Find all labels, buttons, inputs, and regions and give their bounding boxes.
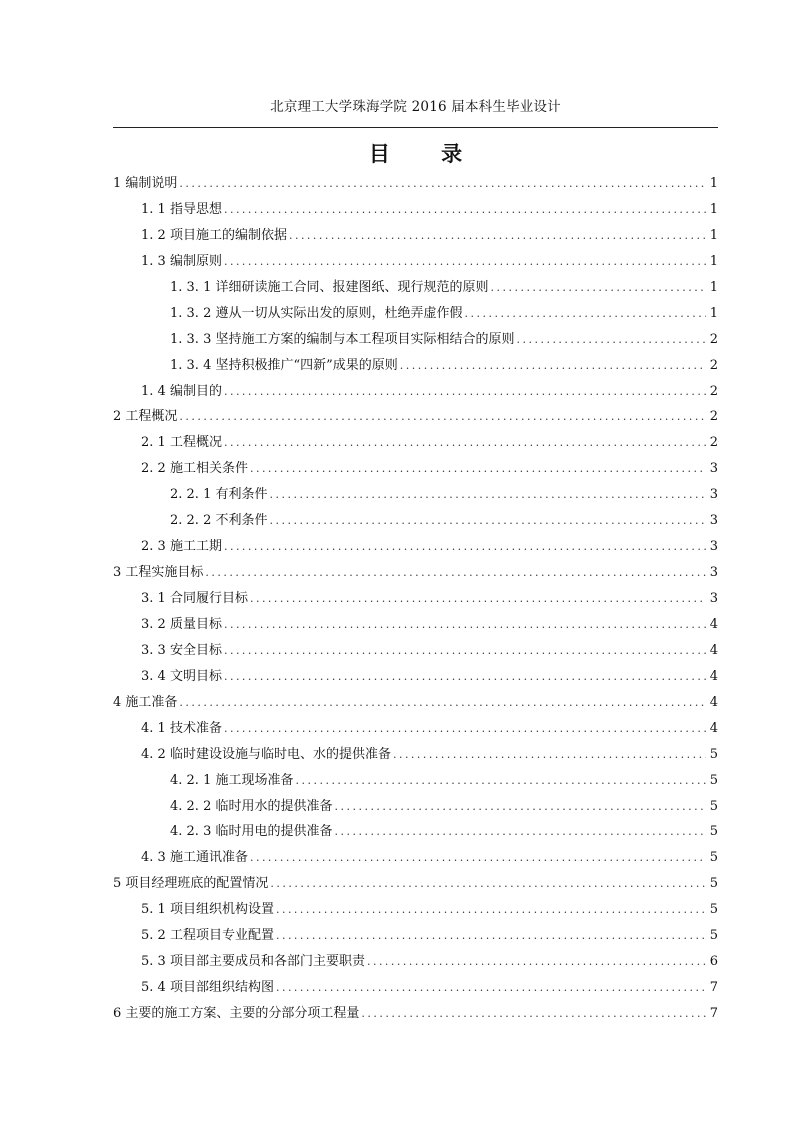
toc-entry-label: 5. 4 项目部组织结构图 (141, 980, 274, 996)
toc-entry-page-number: 3 (709, 539, 718, 555)
toc-entry[interactable] (113, 537, 718, 563)
toc-entry-label: 5 项目经理班底的配置情况 (113, 876, 269, 892)
toc-dot-leader (295, 771, 705, 791)
toc-entry[interactable] (113, 252, 718, 278)
toc-dot-leader (224, 615, 706, 635)
toc-entry-page-number: 3 (709, 461, 718, 477)
toc-entry-page-number: 6 (709, 954, 718, 970)
toc-entry[interactable] (113, 485, 718, 511)
toc-entry[interactable] (113, 304, 718, 330)
toc-entry[interactable] (113, 330, 718, 356)
toc-dot-leader (205, 563, 705, 583)
toc-entry[interactable] (113, 226, 718, 252)
toc-entry-label: 4. 3 施工通讯准备 (141, 850, 248, 866)
toc-entry-label: 4. 2. 2 临时用水的提供准备 (170, 798, 333, 814)
toc-entry[interactable] (113, 641, 718, 667)
toc-entry[interactable] (113, 278, 718, 304)
toc-entry-label: 5. 3 项目部主要成员和各部门主要职责 (141, 954, 365, 970)
toc-entry-label: 5. 1 项目组织机构设置 (141, 902, 274, 918)
toc-entry[interactable] (113, 200, 718, 226)
toc-entry[interactable] (113, 667, 718, 693)
toc-entry[interactable] (113, 978, 718, 1004)
toc-dot-leader (270, 874, 705, 894)
toc-entry[interactable] (113, 900, 718, 926)
toc-entry-page-number: 2 (709, 357, 718, 373)
toc-entry-label: 4. 2 临时建设设施与临时电、水的提供准备 (141, 746, 391, 762)
toc-entry-label: 1. 1 指导思想 (141, 201, 222, 217)
toc-entry-label: 3. 4 文明目标 (141, 668, 222, 684)
toc-entry-label: 2. 2. 2 不利条件 (170, 513, 268, 529)
toc-entry-page-number: 4 (709, 720, 718, 736)
toc-entry[interactable] (113, 771, 718, 797)
toc-title: 目 录 (368, 141, 485, 166)
toc-dot-leader (269, 511, 705, 531)
toc-entry-page-number: 4 (709, 642, 718, 658)
toc-entry-label: 6 主要的施工方案、主要的分部分项工程量 (113, 1006, 360, 1021)
toc-dot-leader (224, 252, 706, 272)
toc-entry[interactable] (113, 433, 718, 459)
toc-dot-leader (269, 485, 705, 505)
toc-entry[interactable] (113, 407, 718, 433)
toc-entry[interactable] (113, 563, 718, 589)
toc-entry-page-number: 4 (709, 694, 718, 710)
toc-dot-leader (490, 278, 705, 298)
toc-dot-leader (250, 848, 706, 868)
toc-entry-page-number: 1 (709, 253, 718, 269)
toc-entry-page-number: 2 (709, 383, 718, 399)
toc-entry-label: 1. 3 编制原则 (141, 253, 222, 269)
toc-entry-label: 4. 1 技术准备 (141, 720, 222, 736)
toc-entry-page-number: 1 (709, 305, 718, 321)
toc-entry[interactable] (113, 848, 718, 874)
toc-entry-page-number: 5 (709, 824, 718, 840)
toc-entry-label: 1. 3. 3 坚持施工方案的编制与本工程项目实际相结合的原则 (170, 331, 515, 347)
toc-entry-label: 4. 2. 3 临时用电的提供准备 (170, 824, 333, 840)
toc-dot-leader (276, 978, 706, 998)
toc-entry-page-number: 1 (709, 201, 718, 217)
toc-entry-page-number: 5 (709, 746, 718, 762)
toc-dot-leader (361, 1004, 705, 1024)
toc-entry-page-number: 7 (709, 1006, 718, 1021)
toc-entry-label: 2. 3 施工工期 (141, 539, 222, 555)
toc-entry-label: 3. 3 安全目标 (141, 642, 222, 658)
toc-entry-label: 2. 2 施工相关条件 (141, 461, 248, 477)
toc-entry-page-number: 2 (709, 409, 718, 425)
toc-entry[interactable] (113, 511, 718, 537)
toc-dot-leader (334, 822, 705, 842)
toc-entry-page-number: 5 (709, 928, 718, 944)
toc-entry-page-number: 5 (709, 798, 718, 814)
toc-list (113, 174, 718, 1030)
toc-dot-leader (224, 719, 706, 739)
toc-entry[interactable] (113, 1004, 718, 1030)
toc-dot-leader (179, 174, 705, 194)
toc-entry-page-number: 3 (709, 591, 718, 606)
toc-entry-label: 3. 1 合同履行目标 (141, 591, 248, 606)
toc-entry-page-number: 4 (709, 668, 718, 684)
toc-entry-page-number: 3 (709, 513, 718, 529)
toc-entry-page-number: 5 (709, 850, 718, 866)
toc-entry-label: 2 工程概况 (113, 409, 178, 425)
toc-dot-leader (224, 641, 706, 661)
toc-dot-leader (224, 537, 706, 557)
toc-dot-leader (224, 433, 706, 453)
toc-entry[interactable] (113, 797, 718, 823)
toc-entry-label: 1. 3. 2 遵从一切从实际出发的原则，杜绝弄虚作假 (170, 305, 463, 321)
toc-entry-page-number: 3 (709, 487, 718, 503)
toc-entry[interactable] (113, 356, 718, 382)
toc-dot-leader (276, 926, 706, 946)
toc-dot-leader (179, 693, 705, 713)
toc-entry-page-number: 4 (709, 616, 718, 632)
running-header: 北京理工大学珠海学院 2016 届本科生毕业设计 (270, 99, 561, 115)
toc-dot-leader (224, 382, 706, 402)
toc-entry-label: 1. 2 项目施工的编制依据 (141, 227, 287, 243)
toc-entry[interactable] (113, 615, 718, 641)
toc-dot-leader (289, 226, 706, 246)
toc-entry-label: 2. 2. 1 有利条件 (170, 487, 268, 503)
toc-entry-page-number: 1 (709, 176, 718, 191)
header-divider (113, 127, 718, 128)
toc-entry[interactable] (113, 926, 718, 952)
toc-dot-leader (224, 200, 706, 220)
toc-entry-label: 1. 4 编制目的 (141, 383, 222, 399)
toc-entry-page-number: 2 (709, 435, 718, 451)
toc-dot-leader (250, 459, 706, 479)
toc-entry[interactable] (113, 874, 718, 900)
toc-entry-label: 1. 3. 1 详细研读施工合同、报建图纸、现行规范的原则 (170, 279, 489, 295)
toc-entry[interactable] (113, 589, 718, 615)
toc-entry[interactable] (113, 174, 718, 200)
toc-entry-label: 1. 3. 4 坚持积极推广“四新”成果的原则 (170, 357, 398, 373)
toc-dot-leader (464, 304, 705, 324)
toc-dot-leader (334, 797, 705, 817)
toc-dot-leader (393, 745, 706, 765)
toc-entry-label: 4 施工准备 (113, 694, 178, 710)
toc-entry-label: 2. 1 工程概况 (141, 435, 222, 451)
toc-entry-page-number: 5 (709, 772, 718, 788)
toc-entry-label: 1 编制说明 (113, 176, 178, 191)
toc-entry-page-number: 7 (709, 980, 718, 996)
toc-entry[interactable] (113, 745, 718, 771)
toc-entry[interactable] (113, 719, 718, 745)
toc-dot-leader (367, 952, 706, 972)
toc-entry-page-number: 1 (709, 279, 718, 295)
toc-dot-leader (516, 330, 705, 350)
toc-entry-page-number: 1 (709, 227, 718, 243)
toc-dot-leader (179, 407, 705, 427)
toc-entry-label: 3. 2 质量目标 (141, 616, 222, 632)
toc-entry-label: 5. 2 工程项目专业配置 (141, 928, 274, 944)
toc-entry[interactable] (113, 459, 718, 485)
toc-entry[interactable] (113, 822, 718, 848)
toc-entry[interactable] (113, 382, 718, 408)
toc-entry[interactable] (113, 952, 718, 978)
toc-entry-page-number: 2 (709, 331, 718, 347)
toc-entry-page-number: 3 (709, 565, 718, 581)
toc-entry-label: 4. 2. 1 施工现场准备 (170, 772, 294, 788)
toc-dot-leader (250, 589, 706, 609)
toc-entry-page-number: 5 (709, 876, 718, 892)
toc-dot-leader (400, 356, 706, 376)
toc-dot-leader (224, 667, 706, 687)
toc-entry-page-number: 5 (709, 902, 718, 918)
toc-dot-leader (276, 900, 706, 920)
toc-entry[interactable] (113, 693, 718, 719)
toc-entry-label: 3 工程实施目标 (113, 565, 204, 581)
